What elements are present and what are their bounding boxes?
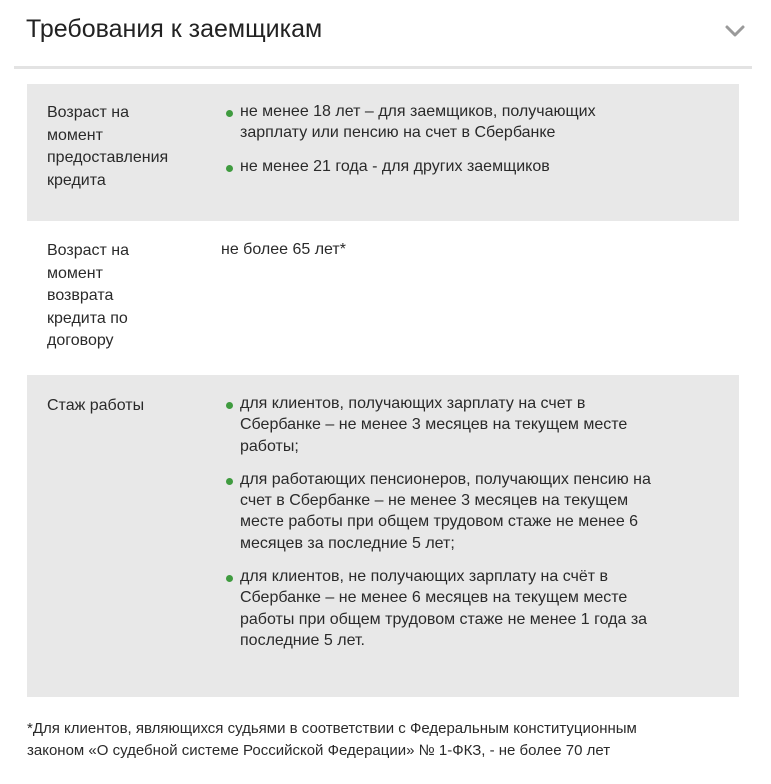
row-label-age-at-repayment (47, 240, 207, 353)
label-line: Возраст на (47, 104, 130, 121)
requirements-table (27, 84, 739, 697)
list-item: для клиентов, получающих зарплату на счет в Сбербанке – не менее 3 месяцев на текущем месте работы; (240, 393, 720, 457)
label-line: предоставления (47, 149, 169, 166)
label-line: кредита по (47, 309, 128, 327)
table-row-age-at-issue (27, 84, 739, 221)
label-line: кредита (47, 171, 106, 189)
table-row-work-experience (27, 375, 739, 697)
label-line: момент (47, 264, 103, 282)
bullet-list (240, 101, 720, 177)
bullet-dot-icon (226, 165, 233, 172)
label-line: Возраст на (47, 242, 130, 259)
footnote (27, 718, 747, 762)
list-item: для работающих пенсионеров, получающих пенсию на счет в Сбербанке – не менее 3 месяцев на текущем месте работы при общем трудовом стаже не менее 6 месяцев за последние 5 лет; (240, 469, 720, 554)
footnote-line: *Для клиентов, являющихся судьями в соответствии с Федеральным конституционным (27, 720, 637, 737)
section-header[interactable] (14, 0, 752, 69)
list-item: не менее 21 года - для других заемщиков (240, 156, 720, 177)
label-line: Стаж работы (47, 397, 145, 414)
bullet-dot-icon (226, 402, 233, 409)
list-item: для клиентов, не получающих зарплату на счёт в Сбербанке – не менее 6 месяцев на текущем месте работы при общем трудовом стаже не менее 1 года за последние 5 лет. (240, 566, 720, 651)
row-label-age-at-issue (47, 102, 207, 192)
bullet-list (240, 393, 720, 651)
label-line: момент (47, 126, 103, 144)
footnote-line: законом «О судебной системе Российской Федерации» № 1-ФКЗ, - не более 70 лет (27, 742, 611, 759)
row-label-work-experience (47, 395, 207, 418)
section-title: Требования к заемщикам (26, 15, 323, 43)
bullet-dot-icon (226, 478, 233, 485)
bullet-dot-icon (226, 575, 233, 582)
chevron-down-icon[interactable] (724, 20, 746, 42)
row-value-max-age: не более 65 лет* (221, 241, 346, 258)
label-line: возврата (47, 287, 114, 304)
table-row-age-at-repayment (27, 221, 739, 375)
label-line: договору (47, 332, 114, 349)
list-item: не менее 18 лет – для заемщиков, получающих зарплату или пенсию на счет в Сбербанке (240, 101, 720, 144)
bullet-dot-icon (226, 110, 233, 117)
